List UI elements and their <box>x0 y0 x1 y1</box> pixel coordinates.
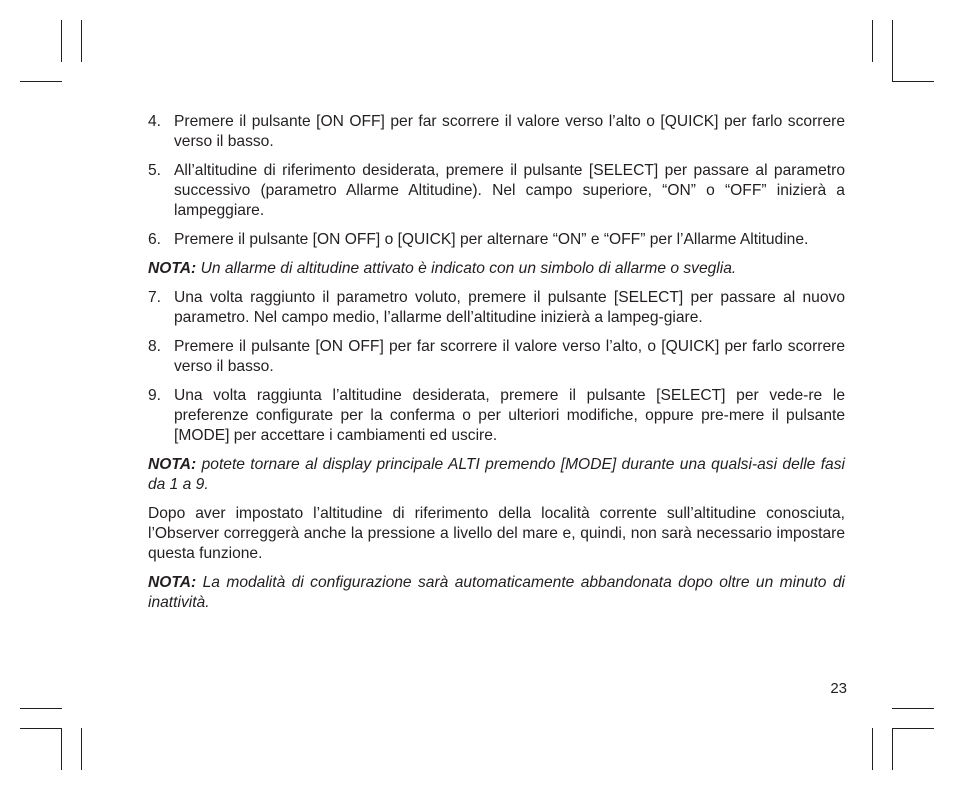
note <box>148 455 845 495</box>
note-label: NOTA: <box>148 260 197 277</box>
list-item <box>148 112 845 152</box>
note-text: La modalità di configurazione sarà automaticamente abbandonata dopo oltre un minuto di inattività. <box>148 574 845 611</box>
note-label: NOTA: <box>148 574 197 591</box>
step-text: Premere il pulsante [ON OFF] o [QUICK] per alternare “ON” e “OFF” per l’Allarme Altitudine. <box>174 231 809 248</box>
list-item <box>148 386 845 446</box>
step-text: All’altitudine di riferimento desiderata, premere il pulsante [SELECT] per passare al parametro successivo (parametro Allarme Altitudine). Nel campo superiore, “ON” o “OFF” inizierà a lampeggiare. <box>174 162 845 219</box>
crop-mark <box>872 20 873 62</box>
step-text: Premere il pulsante [ON OFF] per far scorrere il valore verso l’alto, o [QUICK] per farlo scorrere verso il basso. <box>174 338 845 375</box>
crop-mark <box>892 81 934 82</box>
crop-mark <box>892 708 934 709</box>
crop-mark <box>872 728 873 770</box>
list-item <box>148 288 845 328</box>
crop-mark <box>61 20 62 62</box>
note <box>148 573 845 613</box>
step-number: 5. <box>148 162 162 179</box>
crop-mark <box>892 728 934 729</box>
body-paragraph: Dopo aver impostato l’altitudine di riferimento della località corrente sull’altitudine conosciuta, l’Observer correggerà anche la pressione a livello del mare e, quindi, non sarà necessario impostare questa funzione. <box>148 505 845 562</box>
crop-mark <box>20 728 62 729</box>
step-number: 8. <box>148 338 162 355</box>
step-number: 4. <box>148 113 162 130</box>
list-item <box>148 337 845 377</box>
crop-mark <box>20 81 62 82</box>
page-content <box>148 112 845 622</box>
crop-mark <box>61 728 62 770</box>
step-text: Premere il pulsante [ON OFF] per far scorrere il valore verso l’alto o [QUICK] per farlo scorrere verso il basso. <box>174 113 845 150</box>
list-item <box>148 161 845 221</box>
crop-mark <box>81 728 82 770</box>
crop-mark <box>892 728 893 770</box>
note <box>148 259 845 279</box>
step-number: 9. <box>148 387 162 404</box>
step-number: 6. <box>148 231 162 248</box>
list-item <box>148 230 845 250</box>
note-text: potete tornare al display principale ALTI premendo [MODE] durante una qualsi-asi delle fasi da 1 a 9. <box>148 456 845 493</box>
note-text: Un allarme di altitudine attivato è indicato con un simbolo di allarme o sveglia. <box>200 260 737 277</box>
note-label: NOTA: <box>148 456 197 473</box>
step-text: Una volta raggiunto il parametro voluto, premere il pulsante [SELECT] per passare al nuovo parametro. Nel campo medio, l’allarme dell’altitudine inizierà a lampeg-giare. <box>174 289 845 326</box>
crop-mark <box>892 20 893 82</box>
page-number: 23 <box>830 680 847 697</box>
step-text: Una volta raggiunta l’altitudine desiderata, premere il pulsante [SELECT] per vede-re le preferenze configurate per la conferma o per ulteriori modifiche, oppure pre-mere il pulsante [MODE] per accettare i cambiamenti ed uscire. <box>174 387 845 444</box>
crop-mark <box>81 20 82 62</box>
step-number: 7. <box>148 289 162 306</box>
crop-mark <box>20 708 62 709</box>
